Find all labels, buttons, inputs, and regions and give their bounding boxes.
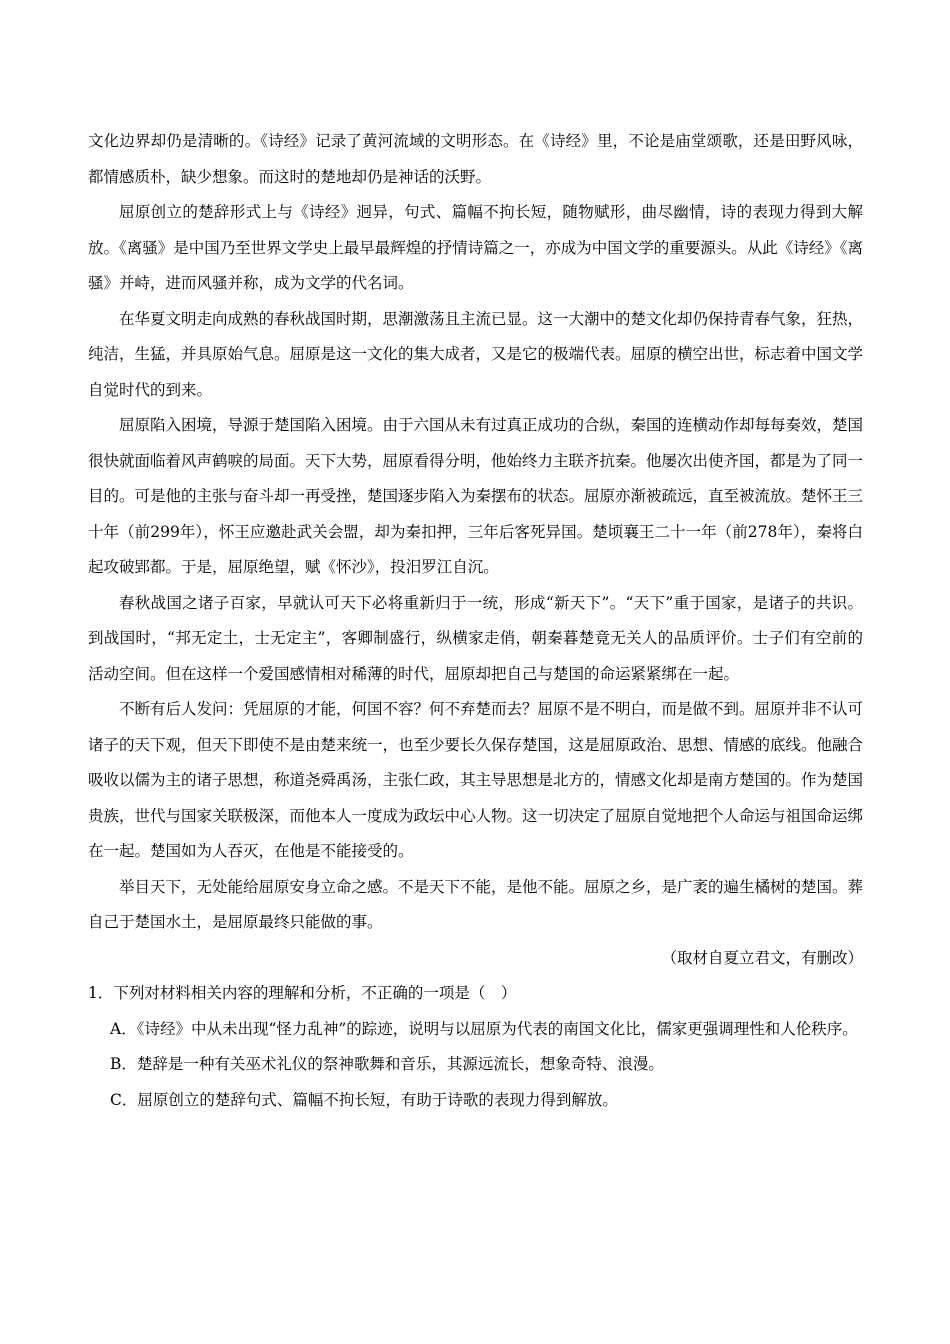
source-citation: （取材自夏立君文，有删改） — [661, 948, 863, 967]
question-number: 1． — [88, 984, 114, 1002]
article-body — [88, 124, 863, 1118]
paragraph-7: 举目天下，无处能给屈原安身立命之感。不是天下不能，是他不能。屈原之乡，是广袤的遍生橘树的楚国。葬自己于楚国水土，是屈原最终只能做的事。 — [88, 877, 864, 931]
paragraph-4: 屈原陷入困境，导源于楚国陷入困境。由于六国从未有过真正成功的合纵，秦国的连横动作却每每奏效，楚国很快就面临着风声鹤唳的局面。天下大势，屈原看得分明，他始终力主联齐抗秦。他屡次出使齐国，都是为了同一目的。可是他的主张与奋斗却一再受挫，楚国逐步陷入为秦摆布的状态。屈原亦渐被疏远，直至被流放。楚怀王三十年（前299年），怀王应邀赴武关会盟，却为秦扣押，三年后客死异国。楚顷襄王二十一年（前278年），秦将白起攻破郢都。于是，屈原绝望，赋《怀沙》，投汨罗江自沉。 — [88, 416, 864, 576]
option-b: B．楚辞是一种有关巫术礼仪的祭神歌舞和音乐，其源远流长，想象奇特、浪漫。 — [110, 1055, 664, 1073]
question-1 — [88, 976, 863, 1118]
paragraph-3: 在华夏文明走向成熟的春秋战国时期，思潮激荡且主流已显。这一大潮中的楚文化却仍保持青春气象，狂热，纯洁，生猛，并具原始气息。屈原是这一文化的集大成者，又是它的极端代表。屈原的横空出世，标志着中国文学自觉时代的到来。 — [88, 309, 864, 399]
question-stem — [88, 976, 863, 1012]
option-c: C．屈原创立的楚辞句式、篇幅不拘长短，有助于诗歌的表现力得到解放。 — [110, 1090, 618, 1109]
paragraph-2: 屈原创立的楚辞形式上与《诗经》迥异，句式、篇幅不拘长短，随物赋形，曲尽幽情，诗的表现力得到大解放。《离骚》是中国乃至世界文学史上最早最辉煌的抒情诗篇之一，亦成为中国文学的重要源头。从此《诗经》《离骚》并峙，进而风骚并称，成为文学的代名词。 — [88, 203, 864, 292]
option-a: A．《诗经》中从未出现“怪力乱神”的踪迹，说明与以屈原为代表的南国文化比，儒家更强调理性和人伦秩序。 — [110, 1019, 858, 1038]
paragraph-6: 不断有后人发问：凭屈原的才能，何国不容？何不弃楚而去？屈原不是不明白，而是做不到。屈原并非不认可诸子的天下观，但天下即使不是由楚来统一，也至少要长久保存楚国，这是屈原政治、思想、情感的底线。他融合吸收以儒为主的诸子思想，称道尧舜禹汤，主张仁政，其主导思想是北方的，情感文化却是南方楚国的。作为楚国贵族，世代与国家关联极深，而他本人一度成为政坛中心人物。这一切决定了屈原自觉地把个人命运与祖国命运绑在一起。楚国如为人吞灭，在他是不能接受的。 — [88, 700, 864, 860]
paragraph-5: 春秋战国之诸子百家，早就认可天下必将重新归于一统，形成“新天下”。“天下”重于国家，是诸子的共识。到战国时，“邦无定土，士无定主”，客卿制盛行，纵横家走俏，朝秦暮楚竟无关人的品质评价。士子们有空前的活动空间。但在这样一个爱国感情相对稀薄的时代，屈原却把自己与楚国的命运紧紧绑在一起。 — [88, 593, 863, 683]
question-text: 下列对材料相关内容的理解和分析，不正确的一项是（ ） — [113, 984, 517, 1002]
paragraph-1: 文化边界却仍是清晰的。《诗经》记录了黄河流域的文明形态。在《诗经》里，不论是庙堂颂歌，还是田野风咏，都情感质朴，缺少想象。而这时的楚地却仍是神话的沃野。 — [88, 132, 863, 186]
